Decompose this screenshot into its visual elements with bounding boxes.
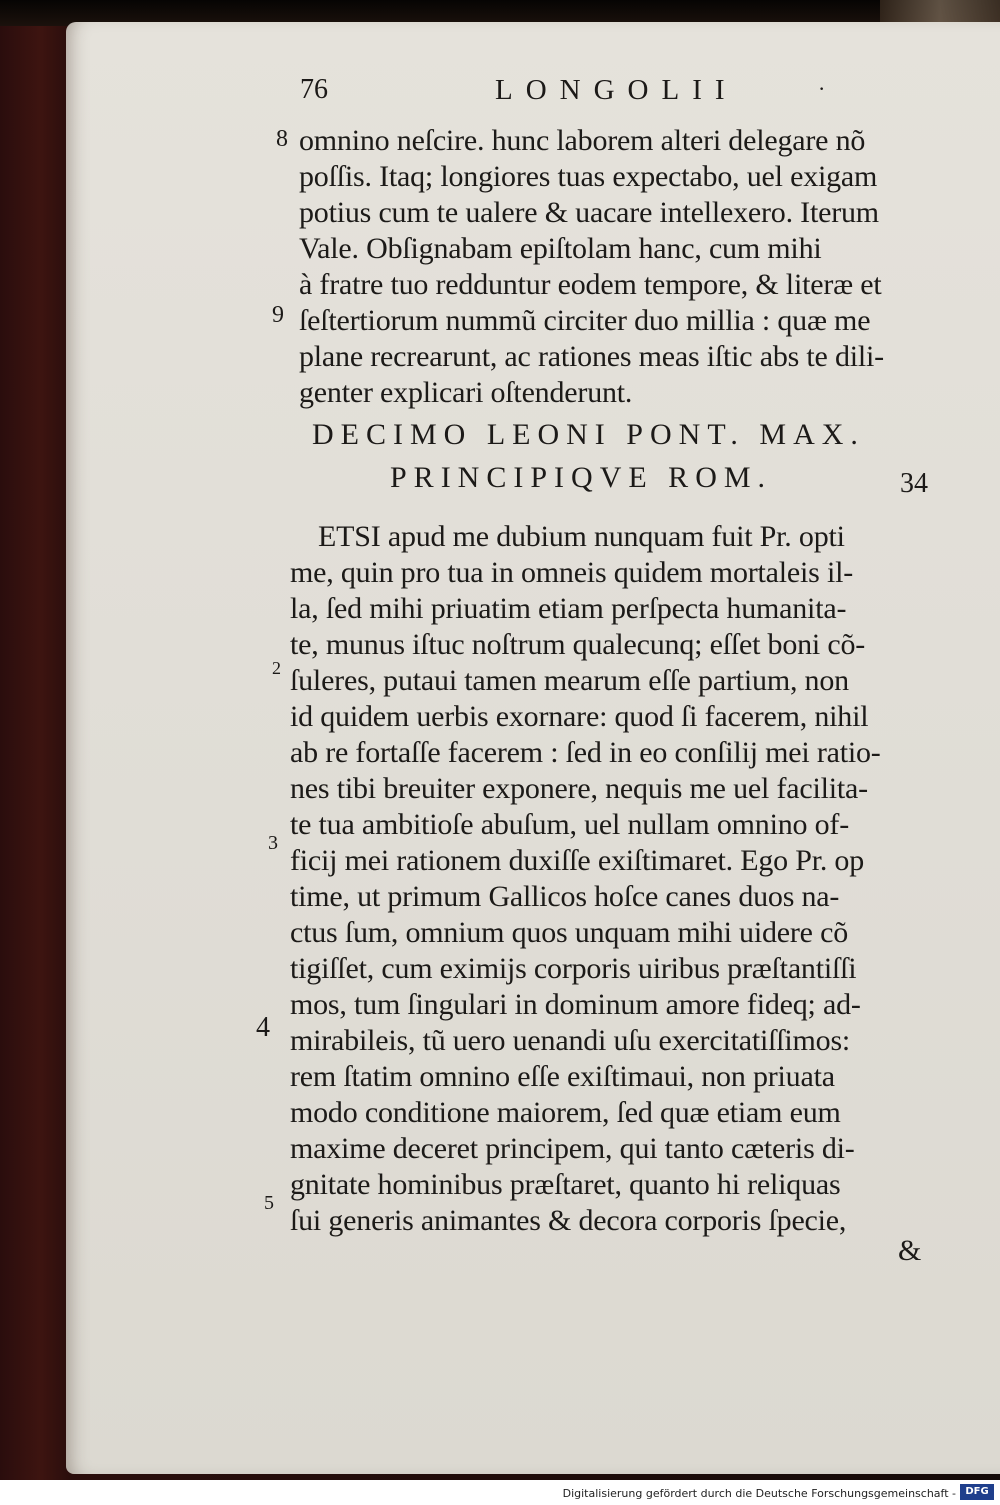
text-line: Vale. Obſignabam epiſtolam hanc, cum mihi [299, 232, 822, 265]
catchword: & [898, 1234, 922, 1267]
marginal-number: 5 [264, 1192, 274, 1214]
dfg-logo: DFG [960, 1484, 994, 1500]
text-line: maxime deceret principem, qui tanto cæteris di- [290, 1132, 855, 1165]
text-line: ſeſtertiorum nummũ circiter duo millia : quæ me [299, 304, 871, 337]
text-line: me, quin pro tua in omneis quidem mortaleis il- [290, 556, 854, 589]
text-line: ctus ſum, omnium quos unquam mihi uidere cõ [290, 916, 849, 949]
text-line: genter explicari oſtenderunt. [299, 376, 633, 409]
page-number: 76 [300, 74, 328, 105]
text-line: te, munus iſtuc noſtrum qualecunq; eſſet boni cõ- [290, 628, 866, 661]
text-line: ſuleres, putaui tamen mearum eſſe partium, non [290, 664, 849, 697]
marginal-number: 8 [276, 126, 288, 152]
text-line: ab re fortaſſe facerem : ſed in eo conſilij mei ratio- [290, 736, 881, 769]
text-line: omnino neſcire. hunc laborem alteri delegare nõ [299, 124, 866, 157]
text-line: gnitate hominibus præſtaret, quanto hi reliquas [290, 1168, 841, 1201]
text-line: ſui generis animantes & decora corporis ſpecie, [290, 1204, 847, 1237]
text-line: à fratre tuo redduntur eodem tempore, & literæ et [299, 268, 882, 301]
text-line: id quidem uerbis exornare: quod ſi facerem, nihil [290, 700, 869, 733]
letter-heading-line2: PRINCIPIQVE ROM. [390, 461, 773, 494]
marginal-number: 4 [256, 1012, 270, 1043]
text-line: mirabileis, tũ uero uenandi uſu exercitatiſſimos: [290, 1024, 851, 1057]
text-line: tigiſſet, cum eximijs corporis uiribus præſtantiſſi [290, 952, 857, 985]
marginal-number: 3 [268, 832, 278, 854]
text-line: te tua ambitioſe abuſum, uel nullam omnino of- [290, 808, 850, 841]
text-line: la, ſed mihi priuatim etiam perſpecta humanita- [290, 592, 847, 625]
text-line: time, ut primum Gallicos hoſce canes duos na- [290, 880, 840, 913]
text-line: potius cum te ualere & uacare intellexero. Iterum [299, 196, 879, 229]
running-head: LONGOLII [495, 74, 738, 106]
digitization-credit: Digitalisierung gefördert durch die Deutsche Forschungsgemeinschaft - [562, 1487, 956, 1500]
text-line: ETSI apud me dubium nunquam fuit Pr. opti [318, 520, 845, 553]
text-line: modo conditione maiorem, ſed quæ etiam eum [290, 1096, 841, 1129]
letter-number: 34 [900, 468, 928, 499]
running-head-ornament: · [818, 76, 826, 101]
text-line: rem ſtatim omnino eſſe exiſtimaui, non priuata [290, 1060, 835, 1093]
marginal-number: 2 [272, 658, 281, 678]
text-line: nes tibi breuiter exponere, nequis me uel facilita- [290, 772, 868, 805]
text-line: plane recrearunt, ac rationes meas iſtic abs te dili- [299, 340, 884, 373]
text-line: mos, tum ſingulari in dominum amore fideq; ad- [290, 988, 861, 1021]
letter-heading: DECIMO LEONI PONT. MAX. [312, 418, 865, 451]
text-line: poſſis. Itaq; longiores tuas expectabo, uel exigam [299, 160, 878, 193]
text-line: ficij mei rationem duxiſſe exiſtimaret. Ego Pr. op [290, 844, 865, 877]
marginal-number: 9 [272, 302, 284, 328]
